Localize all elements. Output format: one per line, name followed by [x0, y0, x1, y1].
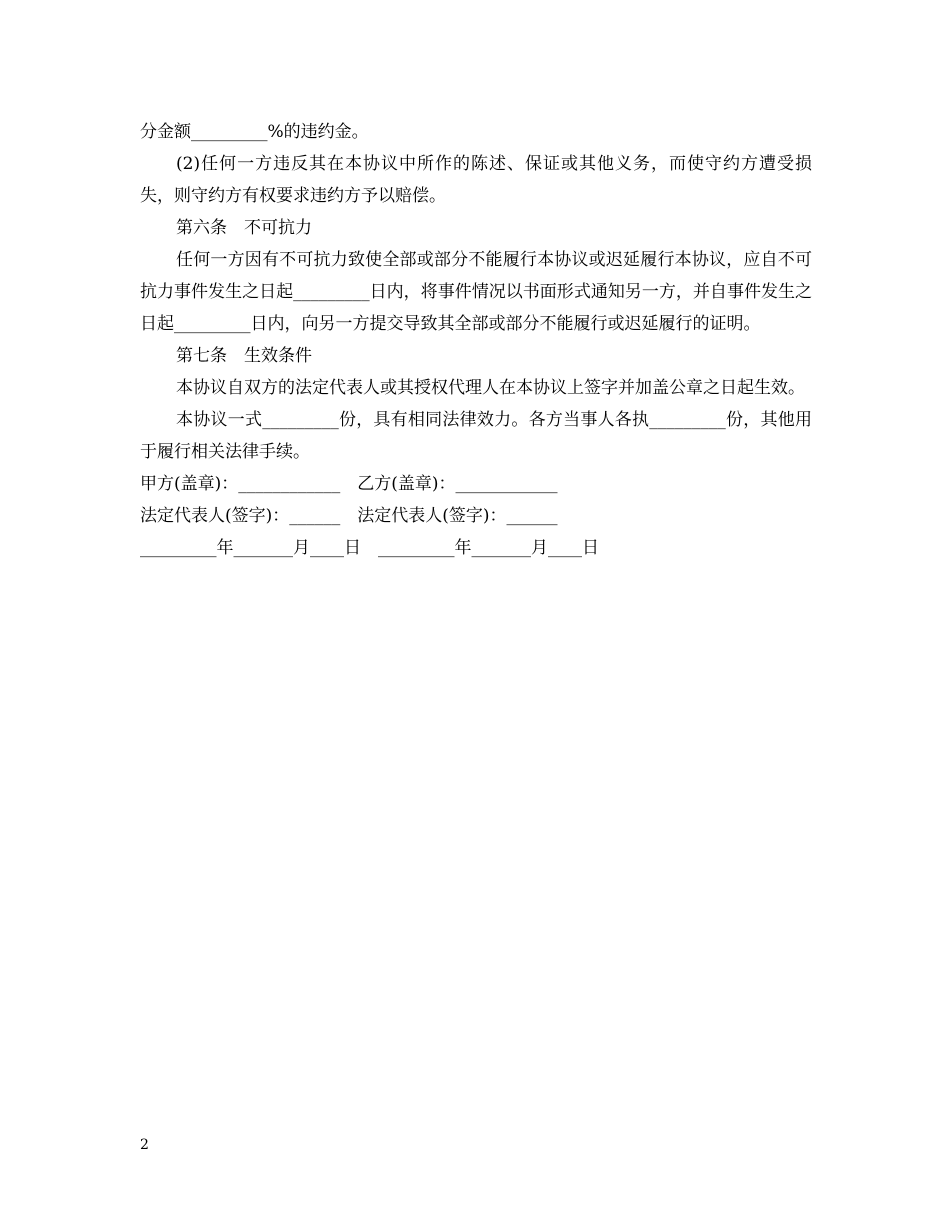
signature-date-line: _________年_______月____日 _________年_______月____日 [140, 538, 599, 558]
paragraph-breach-compensation: (2)任何一方违反其在本协议中所作的陈述、保证或其他义务，而使守约方遭受损失，则守约方有权要求违约方予以赔偿。 [140, 154, 812, 206]
paragraph-effective-condition: 本协议自双方的法定代表人或其授权代理人在本协议上签字并加盖公章之日起生效。 [176, 378, 805, 398]
page-number: 2 [140, 1137, 149, 1153]
heading-article-7: 第七条 生效条件 [176, 346, 312, 366]
signature-representative-line: 法定代表人(签字)：______ 法定代表人(签字)：______ [140, 506, 558, 526]
document-body [140, 116, 812, 564]
paragraph-penalty-continued: 分金额_________%的违约金。 [140, 122, 369, 142]
paragraph-force-majeure: 任何一方因有不可抗力致使全部或部分不能履行本协议或迟延履行本协议，应自不可抗力事件发生之日起_________日内，将事件情况以书面形式通知另一方，并自事件发生之日起_________日内，向另一方提交导致其全部或部分不能履行或迟延履行的证明。 [140, 250, 812, 334]
paragraph-copies: 本协议一式_________份，具有相同法律效力。各方当事人各执_________份，其他用于履行相关法律手续。 [140, 410, 812, 462]
heading-article-6: 第六条 不可抗力 [176, 218, 312, 238]
signature-seal-line: 甲方(盖章)：____________ 乙方(盖章)：____________ [140, 474, 558, 494]
